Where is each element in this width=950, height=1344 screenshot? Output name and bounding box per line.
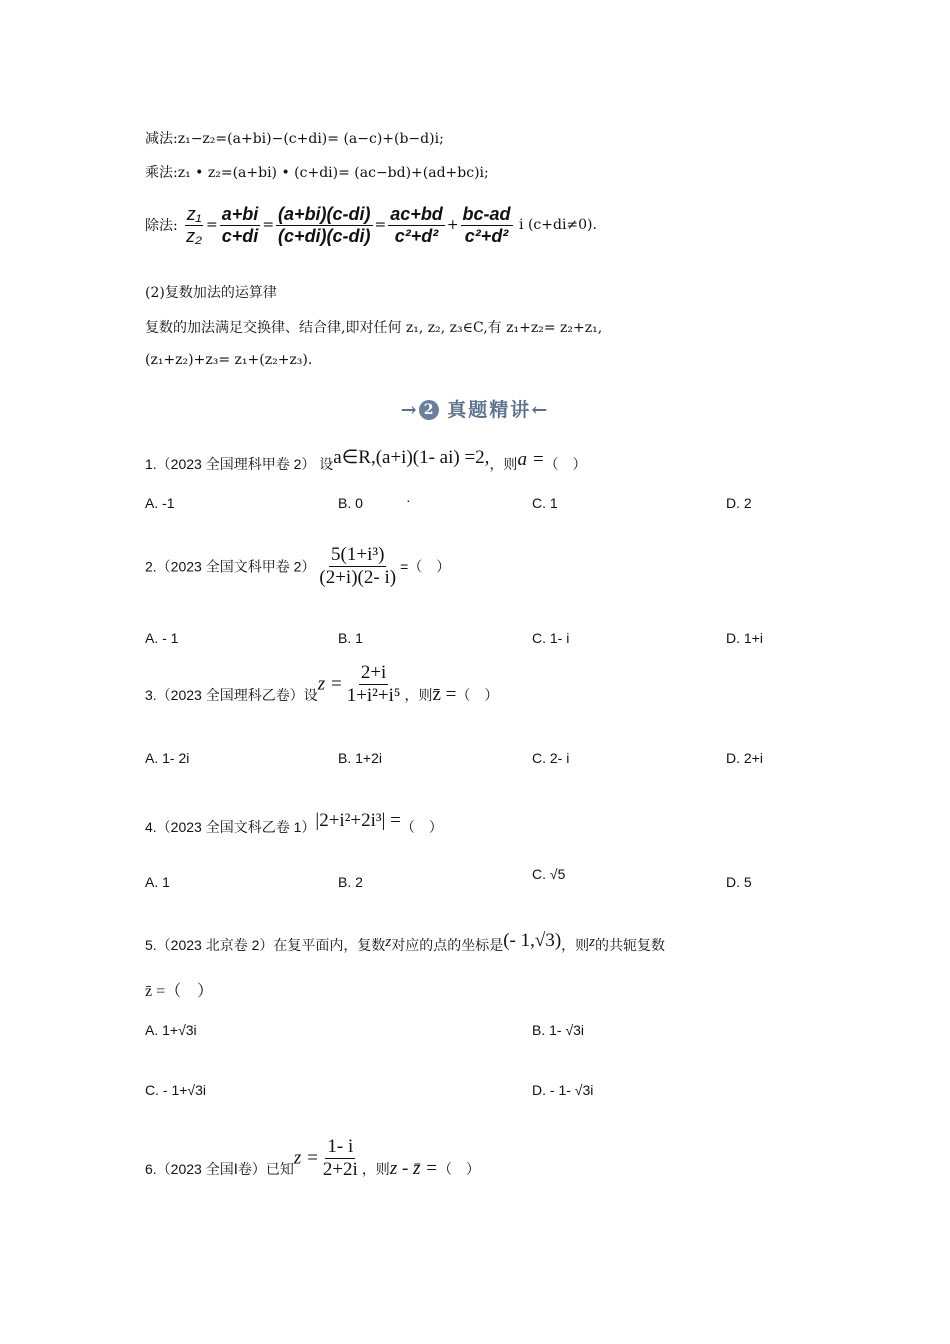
math-expression: (- 1,√3) — [503, 930, 562, 951]
question-prefix: 6.（2023 全国Ⅰ卷）已知 — [145, 1161, 294, 1178]
fraction — [321, 1136, 360, 1181]
question-text: ，则 — [489, 456, 518, 472]
numerator: 1- i — [327, 1136, 354, 1157]
question-5 — [145, 930, 665, 955]
question-1 — [145, 446, 587, 474]
option-a: A. 1 — [145, 874, 170, 890]
question-text: 对应的点的坐标是 — [391, 937, 504, 953]
question-prefix: 3.（2023 全国理科乙卷）设 — [145, 687, 318, 704]
math-expression: z = — [317, 673, 343, 695]
question-6 — [145, 1136, 480, 1181]
denominator: (c+di)(c-di) — [278, 225, 371, 246]
division-rule: 除法: $\frac{\text{z₁}}{\text{z₂}}$ = $\frac{a+bi}{c+di}$ = $\frac{(a+bi)(c-di)}{(c+di)(c-di)}$ = $\frac{ac+bd}{\text{c²+d²}}$ + $\frac{bc-ad}{\text{c²+d²}}$ i (c+di≠0). — [145, 204, 597, 246]
division-tail: i (c+di≠0). — [519, 217, 597, 234]
question-prefix: 1.（2023 全国理科甲卷 2） 设 — [145, 456, 334, 472]
option-d: D. 5 — [726, 874, 752, 890]
numerator: bc-ad — [462, 204, 511, 224]
denominator: z₂ — [186, 225, 203, 246]
option-c: C. 1 — [532, 495, 558, 511]
question-4 — [145, 810, 443, 837]
option-d: D. 1+i — [726, 630, 763, 646]
dot-mark: · — [406, 492, 411, 508]
question-text: 的共轭复数 — [595, 937, 665, 953]
option-b: B. 0 — [338, 495, 363, 511]
fraction — [461, 204, 513, 246]
option-d: D. 2+i — [726, 750, 763, 766]
multiplication-rule: 乘法:z₁ • z₂=(a+bi) • (c+di)= (ac−bd)+(ad+bc)i; — [145, 165, 489, 181]
question-5-line2: z̄ =（ ） — [145, 983, 214, 1000]
question-prefix: 5.（2023 北京卷 2）在复平面内，复数 — [145, 937, 386, 953]
option-c: C. 2- i — [532, 750, 570, 766]
option-a: A. 1- 2i — [145, 750, 190, 766]
section-header — [0, 395, 950, 422]
denominator: 1+i²+i⁵ — [346, 684, 401, 706]
answer-blank: （ ） — [400, 819, 443, 835]
option-a: A. - 1 — [145, 630, 179, 646]
option-d: D. 2 — [726, 495, 752, 511]
question-prefix: 2.（2023 全国文科甲卷 2） — [145, 558, 316, 575]
numerator: a+bi — [221, 204, 259, 224]
denominator: c²+d² — [464, 225, 509, 246]
question-2 — [145, 544, 450, 589]
number-badge: 2 — [419, 400, 439, 420]
division-label: 除法: — [145, 218, 178, 235]
question-text: ，则 — [361, 1161, 390, 1178]
option-c: C. 1- i — [532, 630, 570, 646]
denominator: c²+d² — [394, 225, 439, 246]
math-expression: a = — [517, 449, 545, 470]
question-3 — [145, 662, 498, 707]
header-title: 真题精讲 — [447, 399, 532, 421]
fraction — [345, 662, 403, 707]
denominator: c+di — [221, 225, 259, 246]
question-prefix: 4.（2023 全国文科乙卷 1） — [145, 819, 316, 835]
math-expression: z = — [293, 1147, 319, 1169]
subtraction-rule: 减法:z₁−z₂=(a+bi)−(c+di)= (a−c)+(b−d)i; — [145, 131, 444, 147]
section-text: 复数的加法满足交换律、结合律,即对任何 z₁, z₂, z₃∈C,有 z₁+z₂= z₂+z₁, — [145, 320, 603, 336]
arrow-right-icon: → — [400, 399, 419, 421]
option-b: B. 1- √3i — [532, 1022, 585, 1038]
denominator: 2+2i — [322, 1158, 358, 1180]
option-c: C. √5 — [532, 866, 566, 882]
numerator: (a+bi)(c-di) — [278, 204, 371, 224]
math-expression: z — [589, 934, 595, 950]
answer-blank: =（ ） — [400, 558, 451, 575]
math-expression: z - z̄ = — [389, 1158, 438, 1180]
fraction — [184, 204, 204, 246]
option-d: D. - 1- √3i — [532, 1082, 594, 1098]
question-text: ，则 — [404, 687, 433, 704]
section-text: (z₁+z₂)+z₃= z₁+(z₂+z₃). — [145, 352, 313, 368]
math-expression: z — [385, 934, 392, 950]
option-a: A. 1+√3i — [145, 1022, 197, 1038]
option-b: B. 1 — [338, 630, 363, 646]
answer-blank: （ ） — [438, 1161, 480, 1178]
option-a: A. -1 — [145, 495, 175, 511]
fraction — [220, 204, 261, 246]
math-expression: |2+i²+2i³| = — [315, 810, 401, 831]
numerator: z₁ — [186, 204, 202, 224]
fraction — [276, 204, 373, 246]
numerator: 2+i — [360, 662, 387, 683]
math-expression: z̄ = — [432, 684, 457, 706]
numerator: 5(1+i³) — [331, 544, 385, 565]
denominator: (2+i)(2- i) — [319, 566, 397, 588]
numerator: ac+bd — [390, 204, 443, 224]
option-b: B. 2 — [338, 874, 363, 890]
arrow-left-icon: ← — [531, 399, 550, 421]
answer-blank: （ ） — [544, 456, 587, 472]
math-expression: a∈R,(a+i)(1- ai) =2, — [333, 447, 490, 468]
option-c: C. - 1+√3i — [145, 1082, 206, 1098]
answer-blank: （ ） — [456, 687, 499, 704]
fraction — [388, 204, 445, 246]
section-title: (2)复数加法的运算律 — [145, 285, 277, 301]
option-b: B. 1+2i — [338, 750, 382, 766]
question-text: ，则 — [561, 937, 590, 953]
fraction — [317, 544, 398, 589]
